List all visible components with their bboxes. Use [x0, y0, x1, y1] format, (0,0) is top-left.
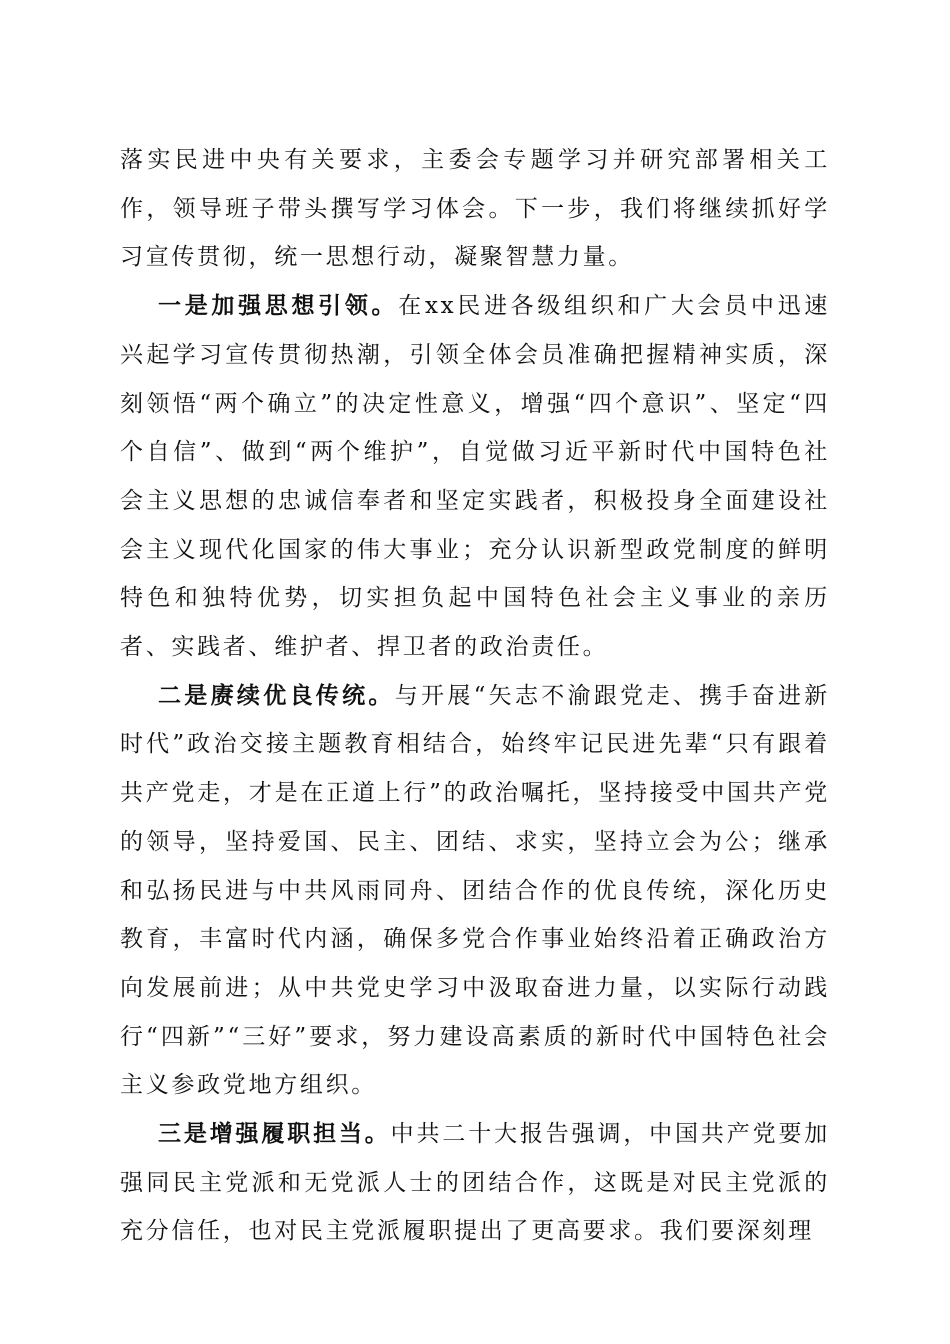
paragraph-tradition: [120, 672, 830, 1110]
paragraph-text: 与开展“矢志不渝跟党走、携手奋进新时代”政治交接主题教育相结合，始终牢记民进先辈“只有跟着共产党走，才是在正道上行”的政治嘱托，坚持接受中国共产党的领导，坚持爱国、民主、团结、求实，坚持立会为公；继承和弘扬民进与中共风雨同舟、团结合作的优良传统，深化历史教育，丰富时代内涵，确保多党合作事业始终沿着正确政治方向发展前进；从中共党史学习中汲取奋进力量，以实际行动践行“四新”“三好”要求，努力建设高素质的新时代中国特色社会主义参政党地方组织。: [120, 682, 830, 1099]
document-page: [120, 136, 830, 1256]
paragraph-lead: 二是赓续优良传统。: [158, 681, 395, 709]
paragraph-ideology: [120, 282, 830, 672]
paragraph-intro: [120, 136, 830, 282]
paragraph-text: 在xx民进各级组织和广大会员中迅速兴起学习宣传贯彻热潮，引领全体会员准确把握精神实质，深刻领悟“两个确立”的决定性意义，增强“四个意识”、坚定“四个自信”、做到“两个维护”，自觉做习近平新时代中国特色社会主义思想的忠诚信奉者和坚定实践者，积极投身全面建设社会主义现代化国家的伟大事业；充分认识新型政党制度的鲜明特色和独特优势，切实担负起中国特色社会主义事业的亲历者、实践者、维护者、捍卫者的政治责任。: [120, 293, 830, 661]
paragraph-lead: 一是加强思想引领。: [158, 292, 399, 320]
paragraph-lead: 三是增强履职担当。: [158, 1120, 391, 1148]
paragraph-duty: [120, 1110, 830, 1256]
paragraph-text: 中共二十大报告强调，中国共产党要加强同民主党派和无党派人士的团结合作，这既是对民主党派的充分信任，也对民主党派履职提出了更高要求。我们要深刻理: [120, 1121, 830, 1245]
paragraph-text: 落实民进中央有关要求，主委会专题学习并研究部署相关工作，领导班子带头撰写学习体会。下一步，我们将继续抓好学习宣传贯彻，统一思想行动，凝聚智慧力量。: [120, 147, 830, 271]
